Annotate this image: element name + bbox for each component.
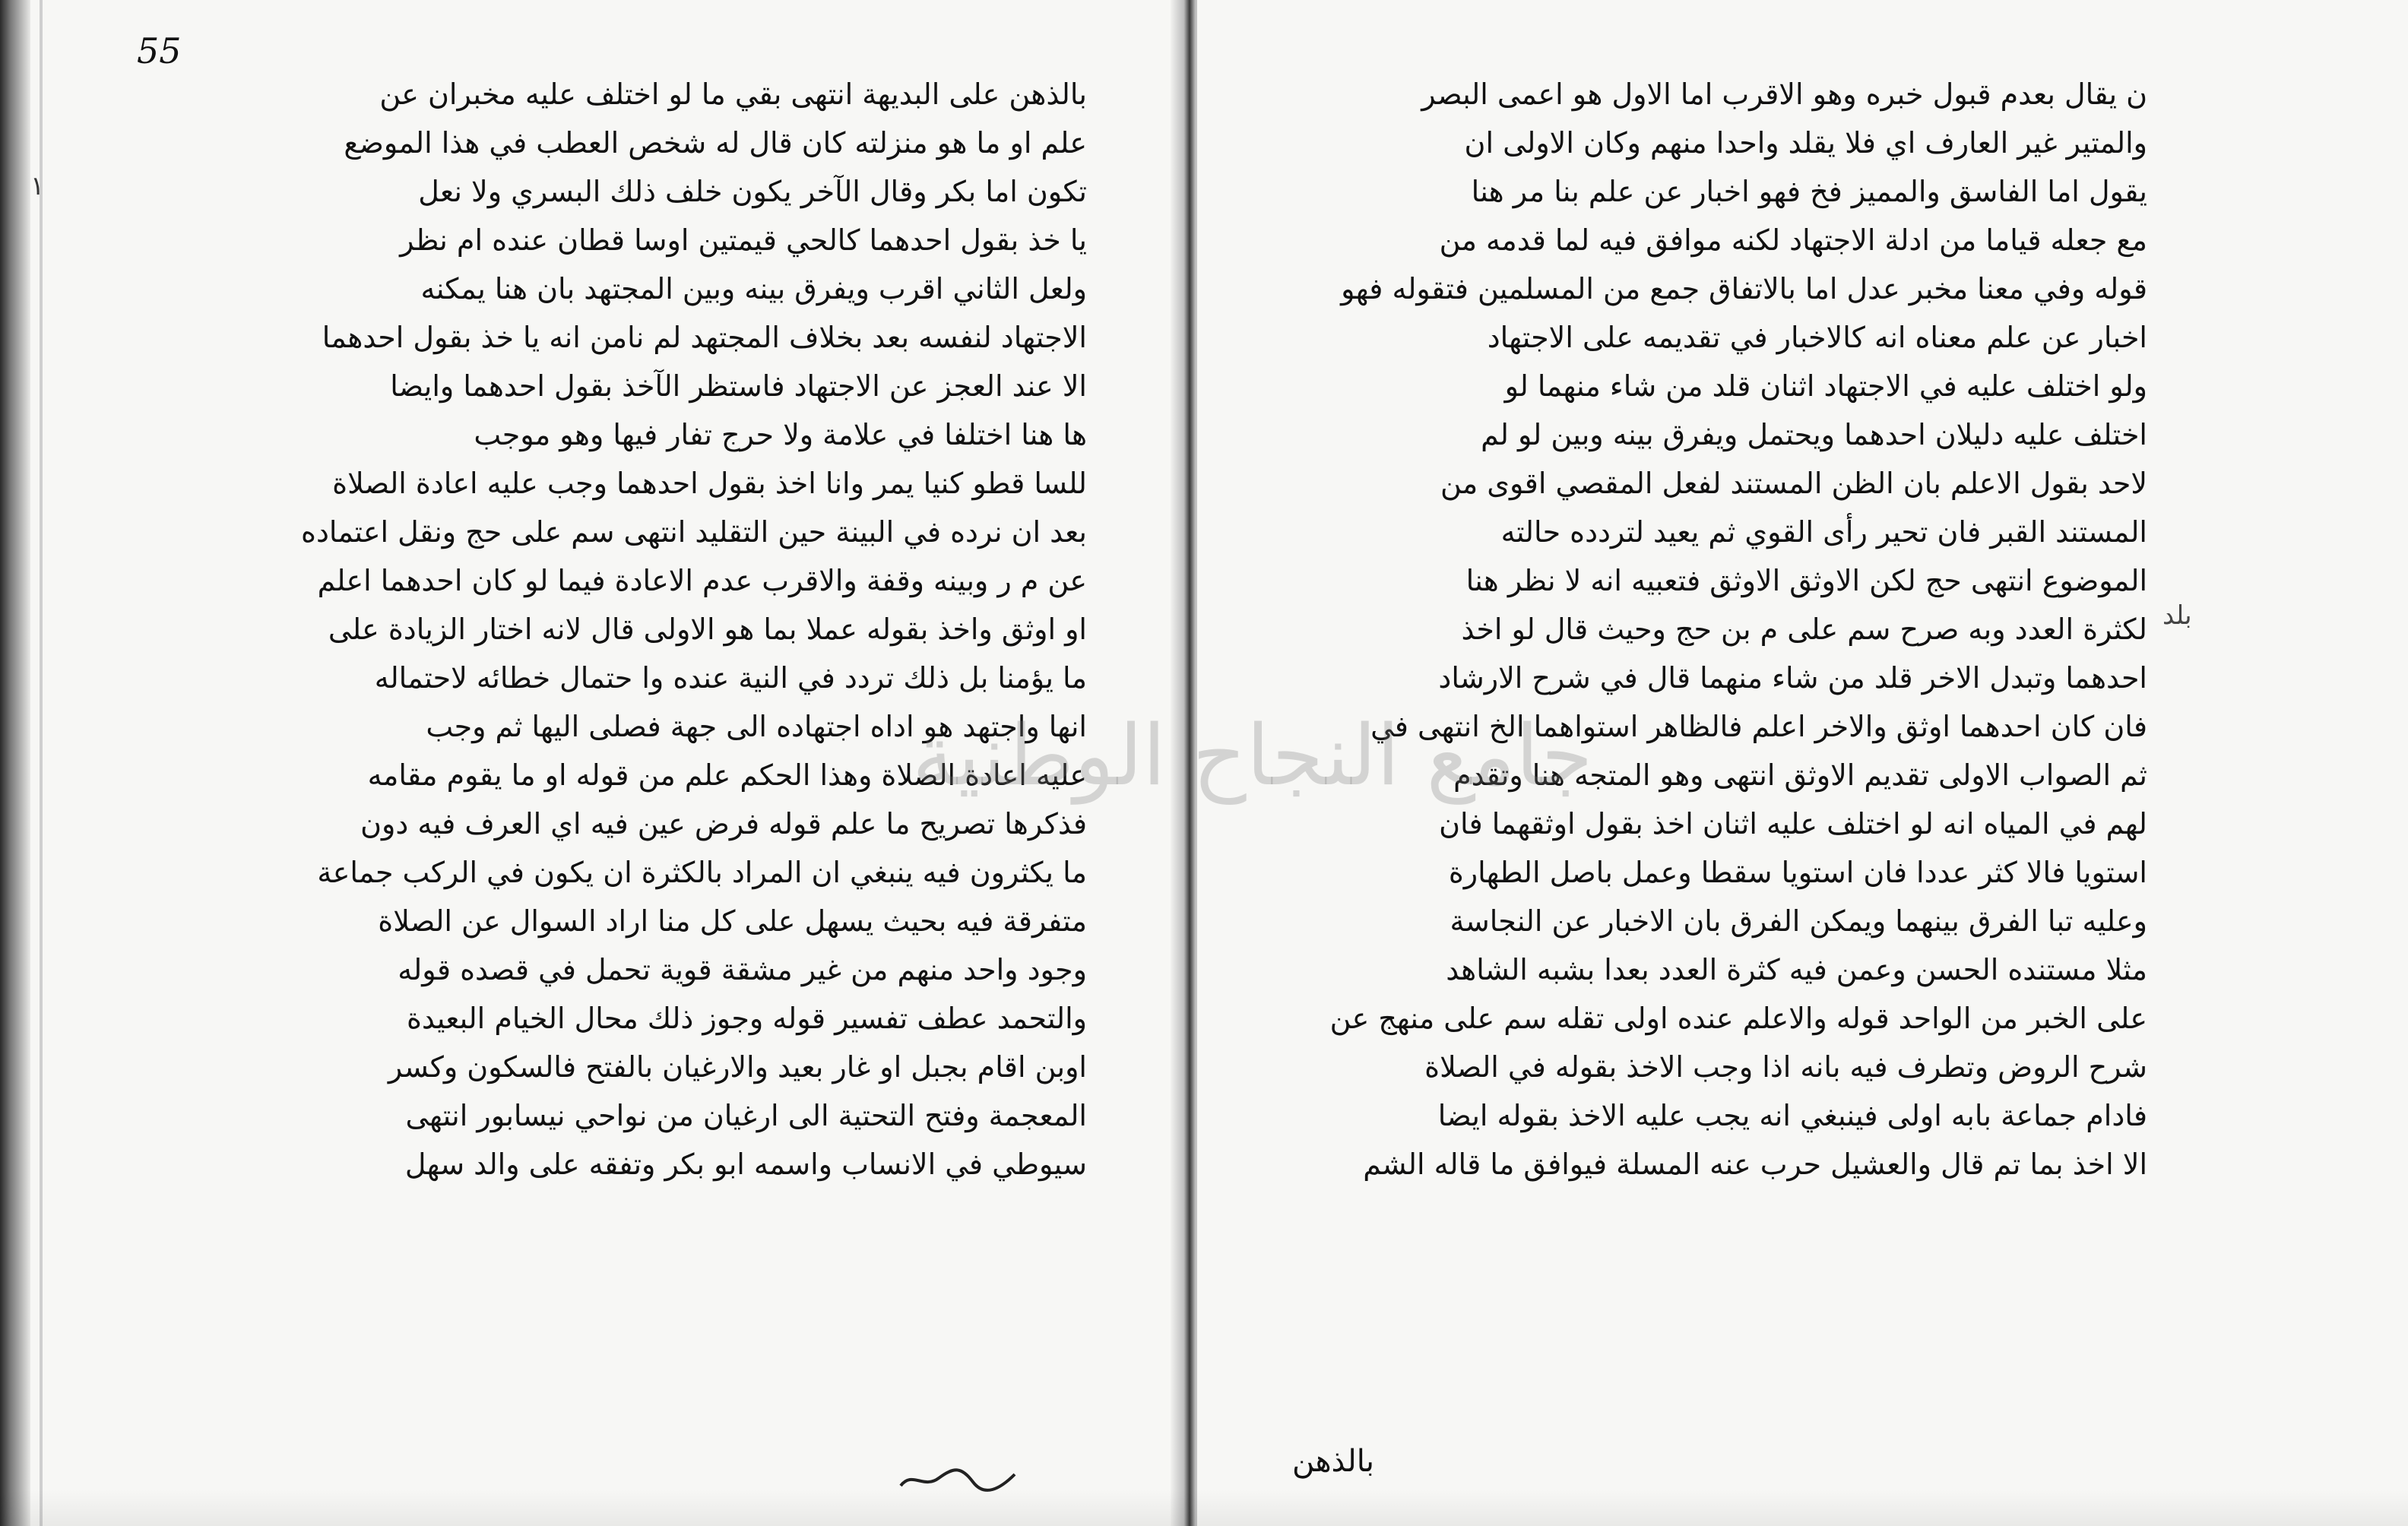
text-line: اخبار عن علم معناه انه كالاخبار في تقديمه على الاجتهاد <box>1487 321 2147 354</box>
text-line: انها واجتهد هو اداه اجتهاده الى جهة فصلى اليها ثم وجب <box>426 710 1087 743</box>
text-line: استويا فالا كثر عددا فان استويا سقطا وعمل باصل الطهارة <box>1448 856 2147 889</box>
text-line: بعد ان نرده في البينة حين التقليد انتهى سم على حج ونقل اعتماده <box>301 515 1087 549</box>
text-line: فذكرها تصريح ما علم قوله فرض عين فيه اي العرف فيه دون <box>360 807 1087 841</box>
text-line: ولو اختلف عليه في الاجتهاد اثنان قلد من شاء منهما لو <box>1504 369 2147 403</box>
left-page-fold-line <box>40 0 43 1526</box>
text-line: ها هنا اختلفا في علامة ولا حرج تفار فيها وهو موجب <box>474 418 1087 451</box>
right-page-text <box>1304 70 2147 1189</box>
text-line: يقول اما الفاسق والمميز فخ فهو اخبار عن علم بنا مر هنا <box>1471 175 2147 208</box>
text-line: متفرقة فيه بحيث يسهل على كل منا اراد السوال عن الصلاة <box>378 904 1087 938</box>
text-line: اختلف عليه دليلان احدهما ويحتمل ويفرق بينه وبين لو لم <box>1481 418 2147 451</box>
text-line: والمتير غير العارف اي فلا يقلد واحدا منهم وكان الاولى ان <box>1464 126 2147 160</box>
left-page-text <box>243 70 1087 1189</box>
scan-shadow <box>0 1490 2408 1526</box>
text-line: فان كان احدهما اوثق والاخر اعلم فالظاهر استواهما الخ انتهى في <box>1370 710 2147 743</box>
left-page-edge <box>0 0 30 1526</box>
text-line: لكثرة العدد وبه صرح سم على م بن حج وحيث قال لو اخذ <box>1461 613 2147 646</box>
text-line: ولعل الثاني اقرب ويفرق بينه وبين المجتهد بان هنا يمكنه <box>420 272 1087 306</box>
margin-mark: ١ <box>30 171 45 201</box>
ink-scribble <box>897 1463 1019 1493</box>
text-line: شرح الروض وتطرف فيه بانه اذا وجب الاخذ بقوله في الصلاة <box>1424 1050 2147 1084</box>
text-line: سيوطي في الانساب واسمه ابو بكر وتفقه على والد سهل <box>404 1148 1087 1181</box>
text-line: قوله وفي معنا مخبر عدل اما بالاتفاق جمع من المسلمين فتقوله فهو <box>1341 272 2147 306</box>
text-line: الاجتهاد لنفسه بعد بخلاف المجتهد لم نامن انه يا خذ بقول احدهما <box>322 321 1087 354</box>
text-line: ثم الصواب الاولى تقديم الاوثق انتهى وهو المتجه هنا وتقدم <box>1453 758 2147 792</box>
text-line: لاحد بقول الاعلم بان الظن المستند لفعل المقصي اقوى من <box>1440 467 2147 500</box>
folio-number: 55 <box>137 30 182 71</box>
text-line: المستند القبر فان تحير رأى القوي ثم يعيد لتردده حالته <box>1500 515 2147 549</box>
text-line: الا عند العجز عن الاجتهاد فاستظر الآخذ بقول احدهما وايضا <box>390 369 1087 403</box>
text-line: وجود واحد منهم من غير مشقة قوية تحمل في قصده قوله <box>398 953 1087 986</box>
text-line: علم او ما هو منزلته كان قال له شخص العطب في هذا الموضع <box>344 126 1087 160</box>
text-line: للسا قطو كنيا يمر وانا اخذ بقول احدهما وجب عليه اعادة الصلاة <box>332 467 1087 500</box>
text-line: تكون اما بكر وقال الآخر يكون خلف ذلك البسري ولا نعل <box>418 175 1087 208</box>
text-line: لهم في المياه انه لو اختلف عليه اثنان اخذ بقول اوثقهما فان <box>1439 807 2147 841</box>
library-watermark: جامع النجاح الوطنية <box>912 707 1593 804</box>
text-line: الا اخذ بما تم قال والعشيل حرب عنه المسلة فيوافق ما قاله الشم <box>1363 1148 2147 1181</box>
text-line: عليه اعادة الصلاة وهذا الحكم علم من قوله او ما يقوم مقامه <box>367 758 1087 792</box>
text-line: فادام جماعة بابه اولى فينبغي انه يجب عليه الاخذ بقوله ايضا <box>1437 1099 2147 1132</box>
text-line: مع جعله قياما من ادلة الاجتهاد لكنه موافق فيه لما قدمه من <box>1439 223 2147 257</box>
text-line: ن يقال بعدم قبول خبره وهو الاقرب اما الاول هو اعمى البصر <box>1421 78 2147 111</box>
text-line: وعليه تبا الفرق بينهما ويمكن الفرق بان الاخبار عن النجاسة <box>1450 904 2147 938</box>
text-line: المعجمة وفتح التحتية الى ارغيان من نواحي نيسابور انتهى <box>405 1099 1087 1132</box>
text-line: ما يكثرون فيه ينبغي ان المراد بالكثرة ان يكون في الركب جماعة <box>317 856 1087 889</box>
text-line: يا خذ بقول احدهما كالحي قيمتين اوسا قطان عنده ام نظر <box>400 223 1087 257</box>
text-line: الموضوع انتهى حج لكن الاوثق الاوثق فتعبيه انه لا نظر هنا <box>1465 564 2147 597</box>
text-line: على الخبر من الواحد قوله والاعلم عنده اولى تقله سم على منهج عن <box>1329 1002 2147 1035</box>
text-line: والتحمد عطف تفسير قوله وجوز ذلك محال الخيام البعيدة <box>406 1002 1087 1035</box>
text-line: اوبن اقام بجبل او غار بعيد والارغيان بالفتح فالسكون وكسر <box>388 1050 1087 1084</box>
margin-note: بلد <box>2162 600 2192 631</box>
text-line: احدهما وتبدل الاخر قلد من شاء منهما قال في شرح الارشاد <box>1438 661 2147 695</box>
text-line: مثلا مستنده الحسن وعمن فيه كثرة العدد بعدا بشبه الشاهد <box>1446 953 2147 986</box>
text-line: بالذهن على البديهة انتهى بقي ما لو اختلف عليه مخبران عن <box>379 78 1087 111</box>
catchword: بالذهن <box>1292 1444 1375 1479</box>
text-line: عن م ر وبينه وقفة والاقرب عدم الاعادة فيما لو كان احدهما اعلم <box>317 564 1087 597</box>
text-line: ما يؤمنا بل ذلك تردد في النية عنده وا حتمال خطائه لاحتماله <box>374 661 1087 695</box>
text-line: او اوثق واخذ بقوله عملا بما هو الاولى قال لانه اختار الزيادة على <box>328 613 1087 646</box>
